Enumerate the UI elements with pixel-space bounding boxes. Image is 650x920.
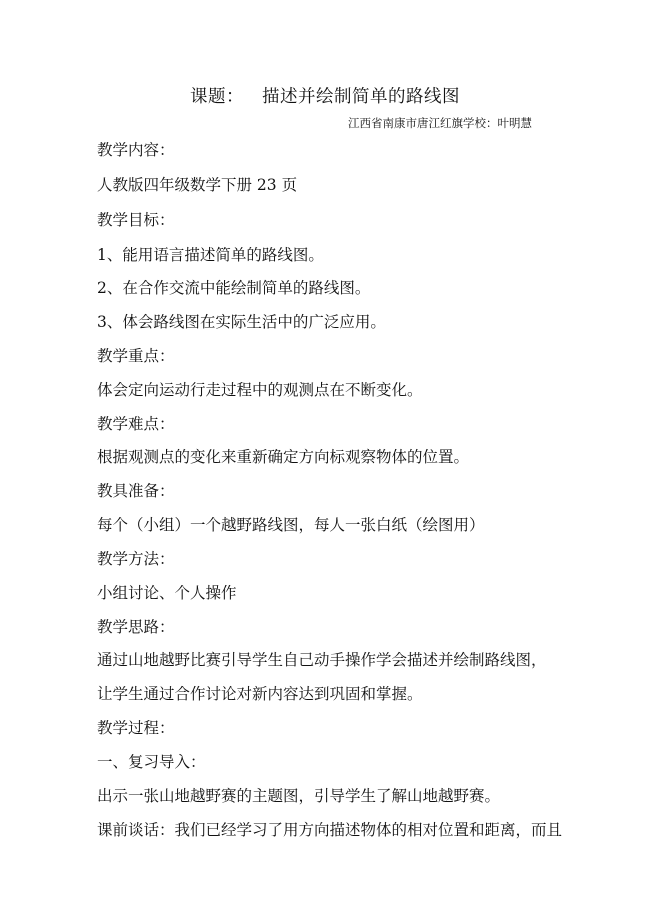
section-heading-methods: 教学方法： bbox=[97, 550, 175, 568]
text-line: 人教版四年级数学下册 23 页 bbox=[97, 176, 298, 194]
section-heading-key-points: 教学重点： bbox=[97, 347, 175, 365]
text-line: 出示一张山地越野赛的主题图，引导学生了解山地越野赛。 bbox=[97, 787, 501, 805]
text-line: 小组讨论、个人操作 bbox=[97, 584, 237, 602]
subsection-heading: 一、复习导入： bbox=[97, 753, 206, 771]
lesson-title bbox=[0, 83, 650, 108]
title-text: 描述并绘制简单的路线图 bbox=[262, 87, 460, 107]
text-line: 体会定向运动行走过程中的观测点在不断变化。 bbox=[97, 381, 423, 399]
text-line: 每个（小组）一个越野路线图，每人一张白纸（绘图用） bbox=[97, 516, 485, 534]
objective-item: 1、能用语言描述简单的路线图。 bbox=[97, 246, 324, 264]
text-line: 让学生通过合作讨论对新内容达到巩固和掌握。 bbox=[97, 685, 423, 703]
section-heading-process: 教学过程： bbox=[97, 719, 175, 737]
section-heading-objectives: 教学目标： bbox=[97, 211, 175, 229]
section-heading-content: 教学内容： bbox=[97, 141, 175, 159]
objective-item: 2、在合作交流中能绘制简单的路线图。 bbox=[97, 279, 371, 297]
text-line: 通过山地越野比赛引导学生自己动手操作学会描述并绘制路线图， bbox=[97, 651, 547, 669]
text-line: 课前谈话：我们已经学习了用方向描述物体的相对位置和距离，而且 bbox=[97, 821, 563, 839]
title-prefix: 课题： bbox=[190, 87, 244, 107]
author-line: 江西省南康市唐江红旗学校：叶明慧 bbox=[348, 116, 532, 130]
objective-item: 3、体会路线图在实际生活中的广泛应用。 bbox=[97, 313, 386, 331]
section-heading-difficulties: 教学难点： bbox=[97, 415, 175, 433]
text-line: 根据观测点的变化来重新确定方向标观察物体的位置。 bbox=[97, 448, 470, 466]
section-heading-materials: 教具准备： bbox=[97, 482, 175, 500]
section-heading-approach: 教学思路： bbox=[97, 618, 175, 636]
